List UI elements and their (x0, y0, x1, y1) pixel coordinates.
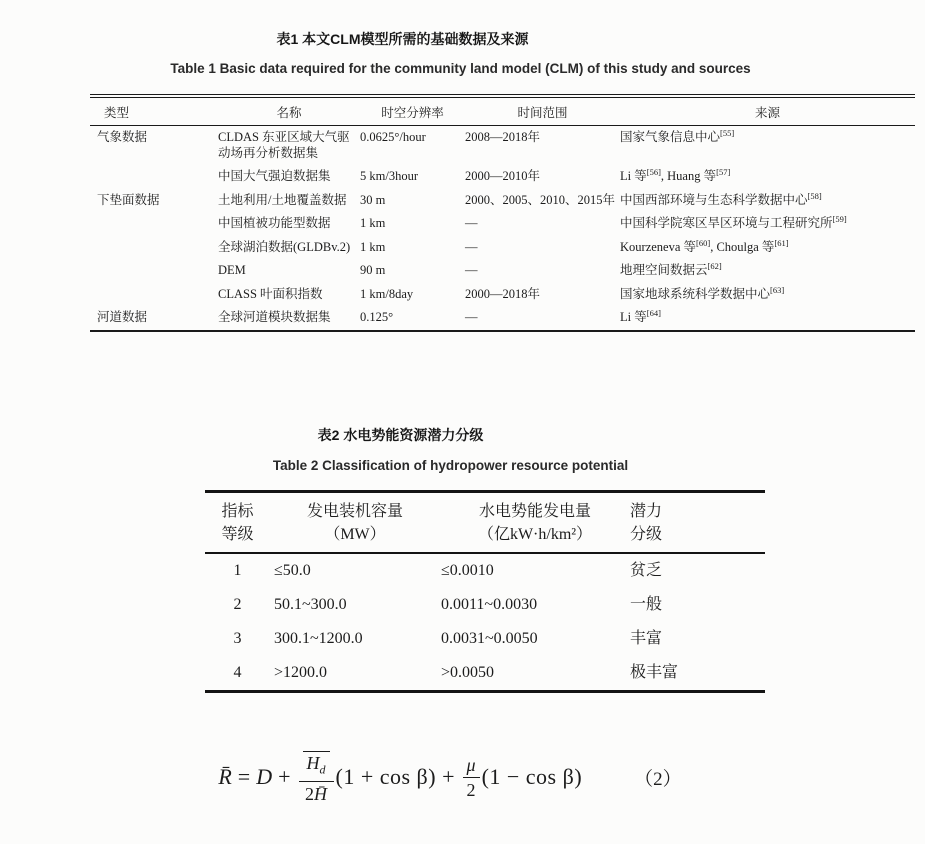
equation-body (218, 751, 582, 805)
table1-row (90, 126, 915, 166)
cell-source (620, 306, 915, 331)
citation-ref: [58] (807, 190, 822, 201)
eq-lhs: R̄ (218, 764, 232, 790)
table1-body (90, 126, 915, 331)
eq-frac2-numerator: μ (466, 754, 476, 775)
cell-type: 气象数据 (97, 130, 148, 144)
header-line: 发电装机容量 (306, 502, 403, 520)
cell-resolution: 1 km (360, 216, 386, 230)
header-line: 水电势能发电量 (478, 502, 591, 520)
eq-fraction-2 (463, 755, 480, 800)
table2-row (205, 656, 765, 692)
citation-ref: [61] (774, 237, 789, 248)
table2 (205, 490, 765, 693)
table2-row (205, 553, 765, 588)
table1-header-name: 名称 (218, 96, 360, 126)
cell-period: 2000—2018年 (465, 286, 541, 301)
cell-capacity: 50.1~300.0 (274, 595, 347, 613)
cell-grade: 4 (233, 663, 242, 681)
cell-name: 中国植被功能型数据 (218, 216, 331, 230)
cell-generation: 0.0011~0.0030 (441, 595, 538, 613)
eq-H-subscript: d (319, 762, 326, 777)
table2-body (205, 553, 765, 692)
table2-header-grade (205, 491, 270, 553)
table1-header-row (90, 96, 915, 126)
citation-ref: [55] (720, 127, 735, 138)
eq-plus-1: + (278, 764, 291, 790)
table2-header-row (205, 491, 765, 553)
cell-capacity: >1200.0 (274, 663, 328, 681)
table1-header-source: 来源 (620, 96, 915, 126)
eq-frac1-numerator (299, 751, 334, 782)
cell-source (620, 126, 915, 166)
cell-type (90, 283, 218, 307)
citation-ref: [64] (646, 307, 661, 318)
header-line: （MW） (324, 525, 386, 543)
eq-plus-2: + (442, 764, 455, 790)
cell-generation: ≤0.0010 (441, 561, 494, 579)
citation-ref: [60] (696, 237, 711, 248)
eq-den-coef: 2 (305, 784, 314, 805)
eq-frac2-denominator: 2 (463, 777, 480, 800)
cell-grade: 2 (233, 595, 242, 613)
cell-resolution: 5 km/3hour (360, 169, 418, 183)
table1-header-period: 时间范围 (465, 96, 620, 126)
cell-period: — (465, 263, 478, 277)
cell-source (620, 283, 915, 307)
header-line: 指标 (221, 502, 254, 520)
cell-potential: 一般 (630, 595, 663, 613)
cell-source (620, 212, 915, 236)
cell-type (90, 259, 218, 283)
table1-title-zh: 表1 本文CLM模型所需的基础数据及来源 (276, 31, 529, 47)
source-text: Kourzeneva 等 (620, 239, 697, 254)
cell-resolution: 1 km/8day (360, 286, 414, 301)
eq-H-bar: H̄ (314, 784, 327, 805)
citation-ref: [56] (646, 166, 661, 177)
source-text: Li 等 (620, 310, 647, 324)
table2-row (205, 588, 765, 622)
paper-page (0, 30, 925, 844)
table1-row (90, 306, 915, 331)
source-text: 中国科学院寒区旱区环境与工程研究所 (620, 216, 833, 230)
source-text: 国家气象信息中心 (620, 130, 721, 144)
eq-term-2: (1 − cos β) (481, 764, 583, 790)
equation-block (170, 751, 730, 805)
cell-type: 下垫面数据 (97, 192, 160, 207)
cell-type: 河道数据 (97, 310, 148, 324)
eq-H: H (306, 752, 320, 773)
cell-period: — (465, 239, 478, 254)
eq-frac1-denominator (299, 781, 334, 804)
source-text: 国家地球系统科学数据中心 (620, 286, 771, 301)
cell-type (90, 236, 218, 260)
source-text: , Choulga 等 (710, 239, 775, 254)
cell-name: DEM (218, 263, 246, 277)
eq-equals: = (237, 764, 251, 790)
table1-row (90, 212, 915, 236)
cell-source (620, 236, 915, 260)
eq-term-1: (1 + cos β) (335, 764, 437, 790)
cell-resolution: 0.125° (360, 310, 394, 324)
table2-title-zh: 表2 水电势能资源潜力分级 (317, 426, 484, 443)
cell-resolution: 30 m (360, 192, 386, 207)
header-line: 分级 (630, 525, 663, 543)
table2-header-capacity (270, 491, 440, 553)
table2-header-potential (630, 491, 765, 553)
citation-ref: [57] (716, 166, 731, 177)
cell-generation: >0.0050 (441, 663, 495, 681)
cell-resolution: 0.0625°/hour (360, 130, 426, 144)
cell-grade: 1 (233, 561, 242, 579)
table2-header-generation (440, 491, 630, 553)
header-line: 潜力 (630, 502, 663, 520)
table1-header-resolution: 时空分辨率 (360, 96, 465, 126)
cell-name: 土地利用/土地覆盖数据 (218, 192, 347, 207)
source-text: 中国西部环境与生态科学数据中心 (620, 192, 808, 207)
cell-period: — (465, 310, 478, 324)
citation-ref: [62] (707, 260, 722, 271)
cell-capacity: 300.1~1200.0 (274, 629, 363, 647)
eq-fraction-1 (299, 751, 334, 805)
header-line: （亿kW·h/km²） (477, 525, 593, 543)
cell-name: 全球河道模块数据集 (218, 310, 331, 324)
cell-name: CLDAS 东亚区域大气驱动场再分析数据集 (218, 130, 350, 160)
citation-ref: [59] (832, 213, 847, 224)
cell-source (620, 189, 915, 213)
cell-period: 2000、2005、2010、2015年 (465, 192, 616, 207)
cell-potential: 极丰富 (630, 663, 679, 681)
citation-ref: [63] (770, 284, 785, 295)
cell-potential: 丰富 (630, 629, 663, 647)
source-text: 地理空间数据云 (620, 263, 708, 277)
cell-period: — (465, 216, 478, 230)
cell-name: CLASS 叶面积指数 (218, 286, 323, 301)
table1-row (90, 189, 915, 213)
cell-generation: 0.0031~0.0050 (441, 629, 538, 647)
cell-resolution: 90 m (360, 263, 386, 277)
source-text: , Huang 等 (660, 169, 717, 183)
cell-period: 2000—2010年 (465, 169, 541, 183)
table1-row (90, 259, 915, 283)
cell-period: 2008—2018年 (465, 130, 541, 144)
cell-name: 全球湖泊数据(GLDBv.2) (218, 239, 351, 254)
equation-number: （2） (634, 768, 682, 790)
numerator-overbar (303, 751, 330, 780)
eq-term-D: D (256, 764, 273, 790)
table2-row (205, 622, 765, 656)
cell-source (620, 259, 915, 283)
cell-resolution: 1 km (360, 239, 386, 254)
cell-potential: 贫乏 (630, 561, 663, 579)
table1 (90, 94, 915, 332)
source-text: Li 等 (620, 169, 647, 183)
cell-capacity: ≤50.0 (274, 561, 311, 579)
table1-row (90, 236, 915, 260)
table1-row (90, 165, 915, 189)
table1-header-type: 类型 (90, 96, 218, 126)
table1-row (90, 283, 915, 307)
cell-type (90, 212, 218, 236)
table2-title-en: Table 2 Classification of hydropower resource potential (272, 457, 629, 473)
cell-source (620, 165, 915, 189)
header-line: 等级 (221, 525, 254, 543)
table1-title-en: Table 1 Basic data required for the community land model (CLM) of this study and sources (170, 61, 751, 76)
cell-type (90, 165, 218, 189)
cell-name: 中国大气强迫数据集 (218, 169, 331, 183)
cell-grade: 3 (233, 629, 242, 647)
